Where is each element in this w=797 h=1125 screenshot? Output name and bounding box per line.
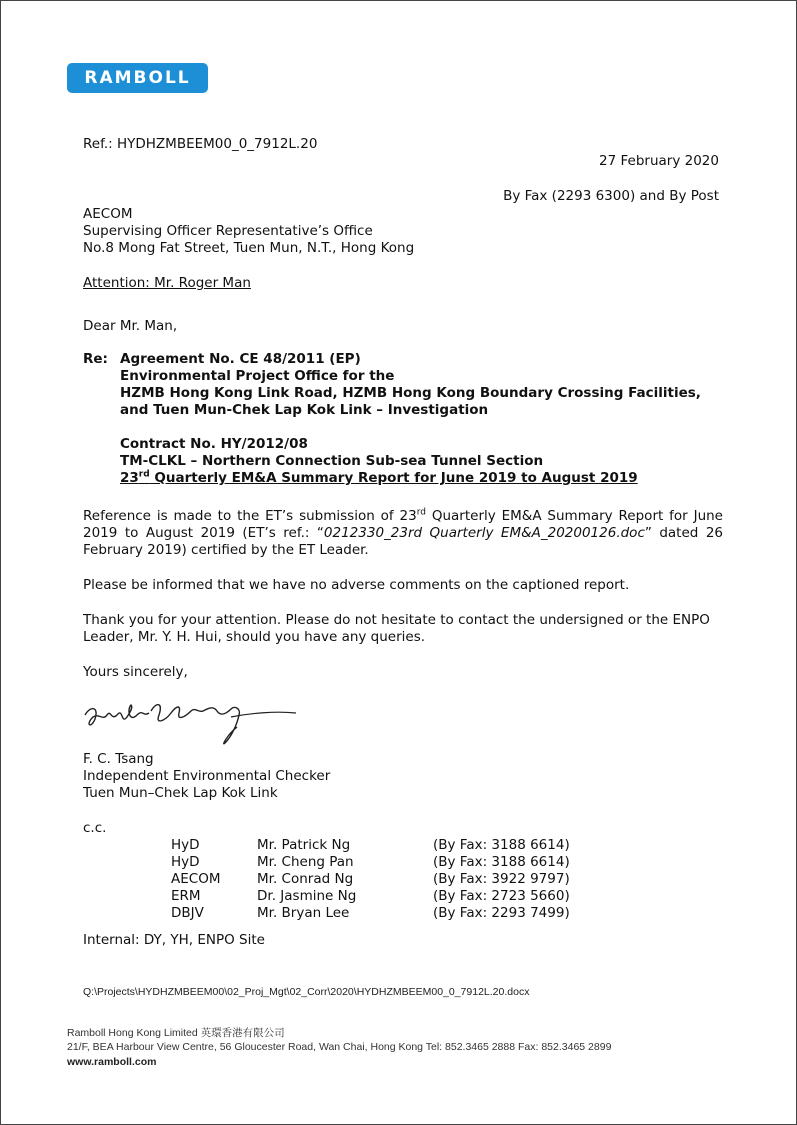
cc-org: ERM [171,888,201,904]
footer-company: Ramboll Hong Kong Limited 英環香港有限公司 [67,1027,285,1039]
signatory-block [83,751,330,802]
cc-fax: (By Fax: 2293 7499) [433,905,570,921]
contract-line: Contract No. HY/2012/08 [120,436,308,452]
re-label: Re: [83,351,108,367]
cc-org: HyD [171,854,200,870]
ramboll-logo [67,63,208,93]
cc-row [171,905,570,922]
cc-fax: (By Fax: 3188 6614) [433,837,570,853]
comments-paragraph: Please be informed that we have no adverse comments on the captioned report. [83,577,630,593]
signatory-project: Tuen Mun–Chek Lap Kok Link [83,785,278,801]
reference-paragraph: Reference is made to the ET’s submission of 23rd Quarterly EM&A Summary Report for June 2019 to August 2019 (ET’s ref.: “0212330_23rd Quarterly EM&A_20200126.doc” dated 26 February 2019) certified by the ET Leader. [83,507,724,558]
file-path: Q:\Projects\HYDHZMBEEM00\02_Proj_Mgt\02_Corr\2020\HYDHZMBEEM00_0_7912L.20.docx [83,986,530,998]
cc-org: DBJV [171,905,204,921]
recipient-line: Supervising Officer Representative’s Office [83,223,373,239]
cc-person: Mr. Cheng Pan [257,854,354,870]
cc-table [171,837,570,922]
contract-line: TM-CLKL – Northern Connection Sub-sea Tunnel Section [120,453,544,469]
cc-fax: (By Fax: 3922 9797) [433,871,570,887]
complimentary-close: Yours sincerely, [83,664,188,680]
cc-row [171,888,570,905]
subject-line: HZMB Hong Kong Link Road, HZMB Hong Kong Boundary Crossing Facilities, [120,385,701,401]
attention-line: Attention: Mr. Roger Man [83,275,251,291]
subject-line: Environmental Project Office for the [120,368,395,384]
cc-row [171,837,570,854]
internal-distribution: Internal: DY, YH, ENPO Site [83,932,265,948]
logo-text: RAMBOLL [84,68,191,88]
cc-row [171,854,570,871]
cc-person: Mr. Bryan Lee [257,905,350,921]
signatory-title: Independent Environmental Checker [83,768,331,784]
subject-line: Agreement No. CE 48/2011 (EP) [120,351,361,367]
closing-paragraph: Thank you for your attention. Please do not hesitate to contact the undersigned or the ENPO Leader, Mr. Y. H. Hui, should you have any queries. [83,612,710,645]
subject-line: and Tuen Mun-Chek Lap Kok Link – Investigation [120,402,489,418]
handwritten-signature [81,691,301,751]
report-title: 23rd Quarterly EM&A Summary Report for June 2019 to August 2019 [120,469,638,486]
cc-row [171,871,570,888]
recipient-address [83,206,414,257]
cc-person: Mr. Patrick Ng [257,837,351,853]
recipient-line: AECOM [83,206,133,222]
signatory-name: F. C. Tsang [83,751,154,767]
footer-website: www.ramboll.com [67,1056,157,1068]
cc-org: HyD [171,837,200,853]
recipient-line: No.8 Mong Fat Street, Tuen Mun, N.T., Hong Kong [83,240,415,256]
footer-address: 21/F, BEA Harbour View Centre, 56 Gloucester Road, Wan Chai, Hong Kong Tel: 852.3465 2888 Fax: 852.3465 2899 [67,1041,612,1053]
reference-number: Ref.: HYDHZMBEEM00_0_7912L.20 [83,136,318,152]
salutation: Dear Mr. Man, [83,318,178,334]
delivery-method: By Fax (2293 6300) and By Post [503,188,719,204]
cc-person: Mr. Conrad Ng [257,871,354,887]
cc-fax: (By Fax: 3188 6614) [433,854,570,870]
cc-fax: (By Fax: 2723 5660) [433,888,570,904]
letter-date: 27 February 2020 [599,153,719,169]
cc-label: c.c. [83,820,107,836]
cc-org: AECOM [171,871,221,887]
cc-person: Dr. Jasmine Ng [257,888,357,904]
